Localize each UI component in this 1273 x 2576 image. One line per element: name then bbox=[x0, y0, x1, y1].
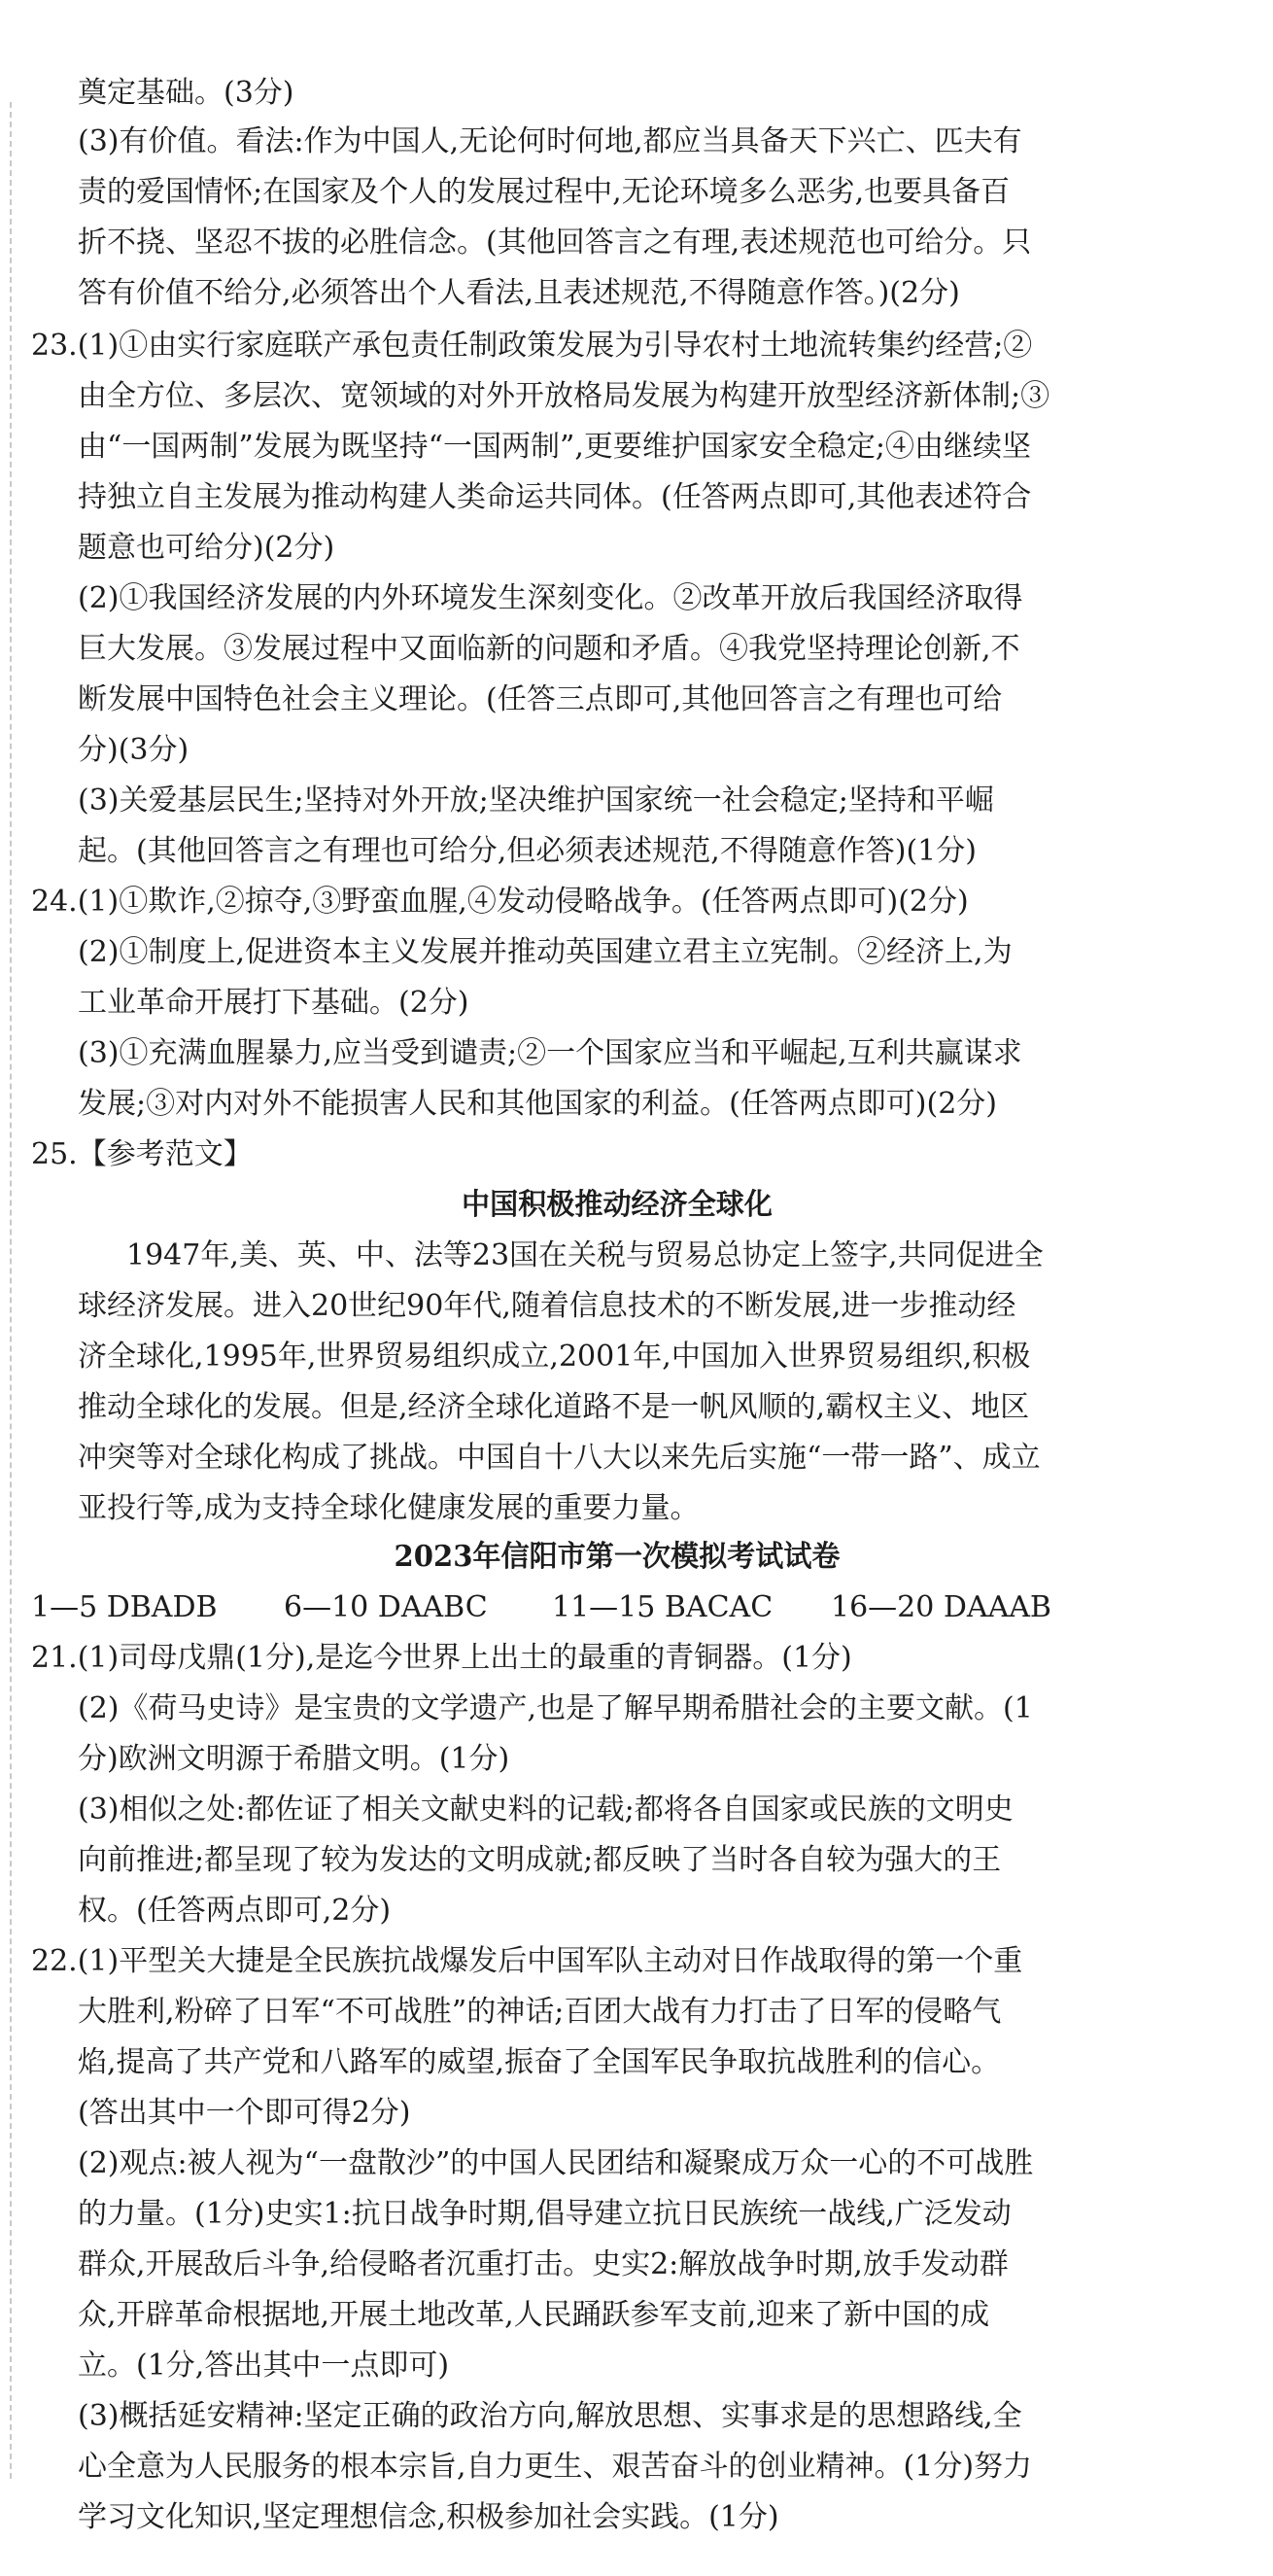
text-line: 济全球化,1995年,世界贸易组织成立,2001年,中国加入世界贸易组织,积极 bbox=[78, 1340, 1031, 1374]
text-line: 焰,提高了共产党和八路军的威望,振奋了全国军民争取抗战胜利的信心。 bbox=[78, 2045, 1001, 2079]
text-line: 立。(1分,答出其中一点即可) bbox=[78, 2349, 450, 2383]
text-line: 亚投行等,成为支持全球化健康发展的重要力量。 bbox=[78, 1491, 700, 1525]
margin-dashed-rule bbox=[10, 102, 12, 2479]
text-line: 球经济发展。进入20世纪90年代,随着信息技术的不断发展,进一步推动经 bbox=[78, 1289, 1016, 1323]
text-line: 6—10 DAABC bbox=[284, 1590, 488, 1624]
text-line: 断发展中国特色社会主义理论。(任答三点即可,其他回答言之有理也可给 bbox=[78, 682, 1003, 716]
text-line: 权。(任答两点即可,2分) bbox=[78, 1894, 392, 1928]
text-line: 发展;③对内对外不能损害人民和其他国家的利益。(任答两点即可)(2分) bbox=[78, 1087, 998, 1121]
text-line: 由“一国两制”发展为既坚持“一国两制”,更要维护国家安全稳定;④由继续坚 bbox=[78, 430, 1031, 464]
text-line: (2)①制度上,促进资本主义发展并推动英国建立君主立宪制。②经济上,为 bbox=[78, 935, 1013, 969]
text-line: (3)①充满血腥暴力,应当受到谴责;②一个国家应当和平崛起,互利共赢谋求 bbox=[78, 1036, 1022, 1070]
text-line: 推动全球化的发展。但是,经济全球化道路不是一帆风顺的,霸权主义、地区 bbox=[78, 1390, 1030, 1424]
text-line: 起。(其他回答言之有理也可给分,但必须表述规范,不得随意作答)(1分) bbox=[78, 834, 977, 868]
section-title: 2023年信阳市第一次模拟考试试卷 bbox=[394, 1540, 841, 1574]
text-line: 群众,开展敌后斗争,给侵略者沉重打击。史实2:解放战争时期,放手发动群 bbox=[78, 2247, 1009, 2281]
text-line: 责的爱国情怀;在国家及个人的发展过程中,无论环境多么恶劣,也要具备百 bbox=[78, 175, 1011, 209]
text-line: 24.(1)①欺诈,②掠夺,③野蛮血腥,④发动侵略战争。(任答两点即可)(2分) bbox=[31, 885, 969, 919]
text-line: 工业革命开展打下基础。(2分) bbox=[78, 986, 469, 1020]
text-line: (3)概括延安精神:坚定正确的政治方向,解放思想、实事求是的思想路线,全 bbox=[78, 2399, 1022, 2433]
text-line: 巨大发展。③发展过程中又面临新的问题和矛盾。④我党坚持理论创新,不 bbox=[78, 632, 1020, 666]
text-line: 向前推进;都呈现了较为发达的文明成就;都反映了当时各自较为强大的王 bbox=[78, 1843, 1002, 1877]
section-title: 中国积极推动经济全球化 bbox=[462, 1188, 773, 1222]
text-line: (3)相似之处:都佐证了相关文献史料的记载;都将各自国家或民族的文明史 bbox=[78, 1793, 1014, 1827]
text-line: 众,开辟革命根据地,开展土地改革,人民踊跃参军支前,迎来了新中国的成 bbox=[78, 2298, 990, 2332]
text-line: 21.(1)司母戊鼎(1分),是迄今世界上出土的最重的青铜器。(1分) bbox=[31, 1641, 852, 1675]
text-line: 16—20 DAAAB bbox=[831, 1590, 1051, 1624]
text-line: 1—5 DBADB bbox=[31, 1590, 218, 1624]
text-line: 由全方位、多层次、宽领域的对外开放格局发展为构建开放型经济新体制;③ bbox=[78, 379, 1050, 413]
text-line: 折不挠、坚忍不拔的必胜信念。(其他回答言之有理,表述规范也可给分。只 bbox=[78, 226, 1032, 260]
text-line: 心全意为人民服务的根本宗旨,自力更生、艰苦奋斗的创业精神。(1分)努力 bbox=[78, 2450, 1033, 2484]
text-line: 题意也可给分)(2分) bbox=[78, 531, 335, 565]
text-line: 1947年,美、英、中、法等23国在关税与贸易总协定上签字,共同促进全 bbox=[126, 1238, 1044, 1272]
text-line: 分)(3分) bbox=[78, 733, 189, 767]
text-line: (答出其中一个即可得2分) bbox=[78, 2096, 411, 2130]
text-line: (2)①我国经济发展的内外环境发生深刻变化。②改革开放后我国经济取得 bbox=[78, 581, 1023, 615]
text-line: 22.(1)平型关大捷是全民族抗战爆发后中国军队主动对日作战取得的第一个重 bbox=[31, 1944, 1023, 1978]
text-line: (2)《荷马史诗》是宝贵的文学遗产,也是了解早期希腊社会的主要文献。(1 bbox=[78, 1691, 1033, 1725]
text-line: 奠定基础。(3分) bbox=[78, 76, 294, 110]
text-line: 大胜利,粉碎了日军“不可战胜”的神话;百团大战有力打击了日军的侵略气 bbox=[78, 1995, 1002, 2029]
text-line: 11—15 BACAC bbox=[552, 1590, 774, 1624]
text-line: (3)关爱基层民生;坚持对外开放;坚决维护国家统一社会稳定;坚持和平崛 bbox=[78, 783, 994, 818]
text-line: 23.(1)①由实行家庭联产承包责任制政策发展为引导农村土地流转集约经营;② bbox=[31, 329, 1033, 363]
text-line: 的力量。(1分)史实1:抗日战争时期,倡导建立抗日民族统一战线,广泛发动 bbox=[78, 2197, 1012, 2231]
text-line: 答有价值不给分,必须答出个人看法,且表述规范,不得随意作答。)(2分) bbox=[78, 276, 960, 310]
text-line: 持独立自主发展为推动构建人类命运共同体。(任答两点即可,其他表述符合 bbox=[78, 480, 1032, 514]
text-line: 学习文化知识,坚定理想信念,积极参加社会实践。(1分) bbox=[78, 2500, 779, 2534]
text-line: 冲突等对全球化构成了挑战。中国自十八大以来先后实施“一带一路”、成立 bbox=[78, 1441, 1041, 1475]
text-line: 分)欧洲文明源于希腊文明。(1分) bbox=[78, 1742, 510, 1776]
text-line: (2)观点:被人视为“一盘散沙”的中国人民团结和凝聚成万众一心的不可战胜 bbox=[78, 2146, 1034, 2180]
text-line: (3)有价值。看法:作为中国人,无论何时何地,都应当具备天下兴亡、匹夫有 bbox=[78, 124, 1022, 158]
text-line: 25.【参考范文】 bbox=[31, 1137, 253, 1171]
